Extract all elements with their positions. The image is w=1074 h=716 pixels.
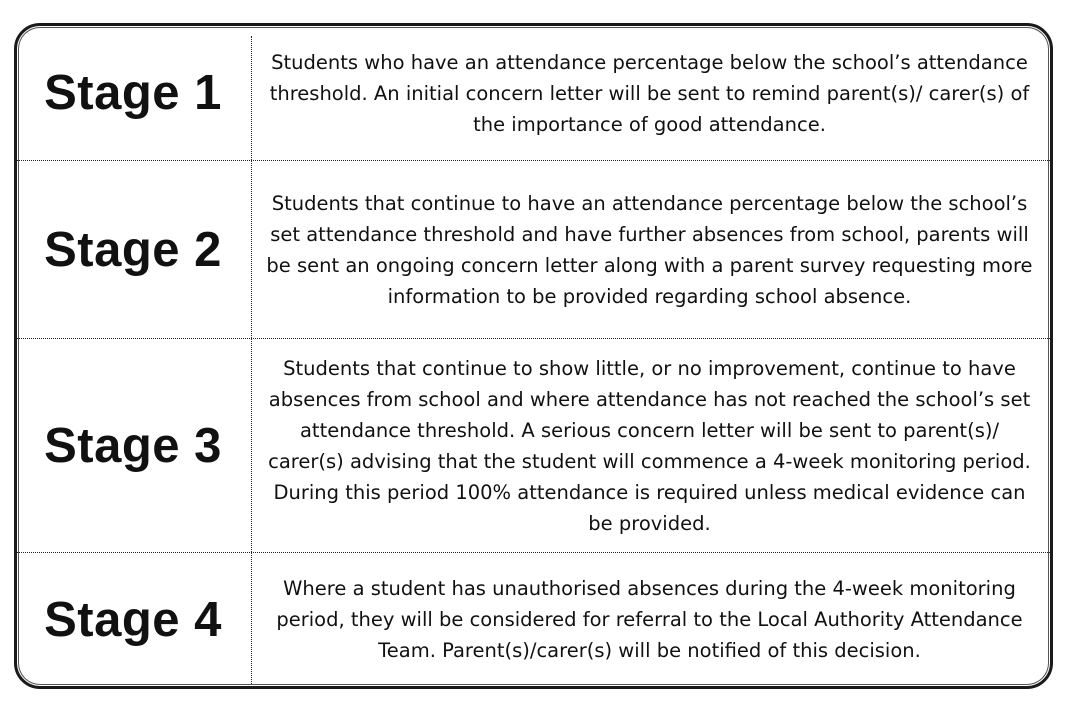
stage-3-label: Stage 3	[44, 418, 222, 473]
stage-2-label: Stage 2	[44, 222, 222, 277]
stage-row-4	[17, 553, 1050, 686]
stage-4-description: Where a student has unauthorised absences during the 4-week monitoring period, they will be considered for referral to the Local Authority Attendance Team. Parent(s)/carer(s) will be notified of this decision.	[276, 577, 1023, 662]
stage-1-label: Stage 1	[44, 66, 222, 120]
stage-row-3	[17, 339, 1050, 553]
attendance-stages-table	[14, 23, 1053, 689]
stage-3-description: Students that continue to show little, or no improvement, continue to have absences from school and where attendance has not reached the school’s set attendance threshold. A serious concern letter will be sent to parent(s)/ carer(s) advising that the student will commence a 4-week monitoring period. During this period 100% attendance is required unless medical evidence can be provided.	[268, 356, 1031, 535]
stage-row-2	[17, 161, 1050, 339]
stage-1-description: Students who have an attendance percentage below the school’s attendance threshold. An initial concern letter will be sent to remind parent(s)/ carer(s) of the importance of good attendance.	[269, 50, 1030, 136]
stage-row-1	[17, 26, 1050, 161]
stage-4-label: Stage 4	[44, 592, 222, 647]
stage-2-description: Students that continue to have an attendance percentage below the school’s set attendance threshold and have further absences from school, parents will be sent an ongoing concern letter along with a parent survey requesting more information to be provided regarding school absence.	[266, 191, 1033, 308]
